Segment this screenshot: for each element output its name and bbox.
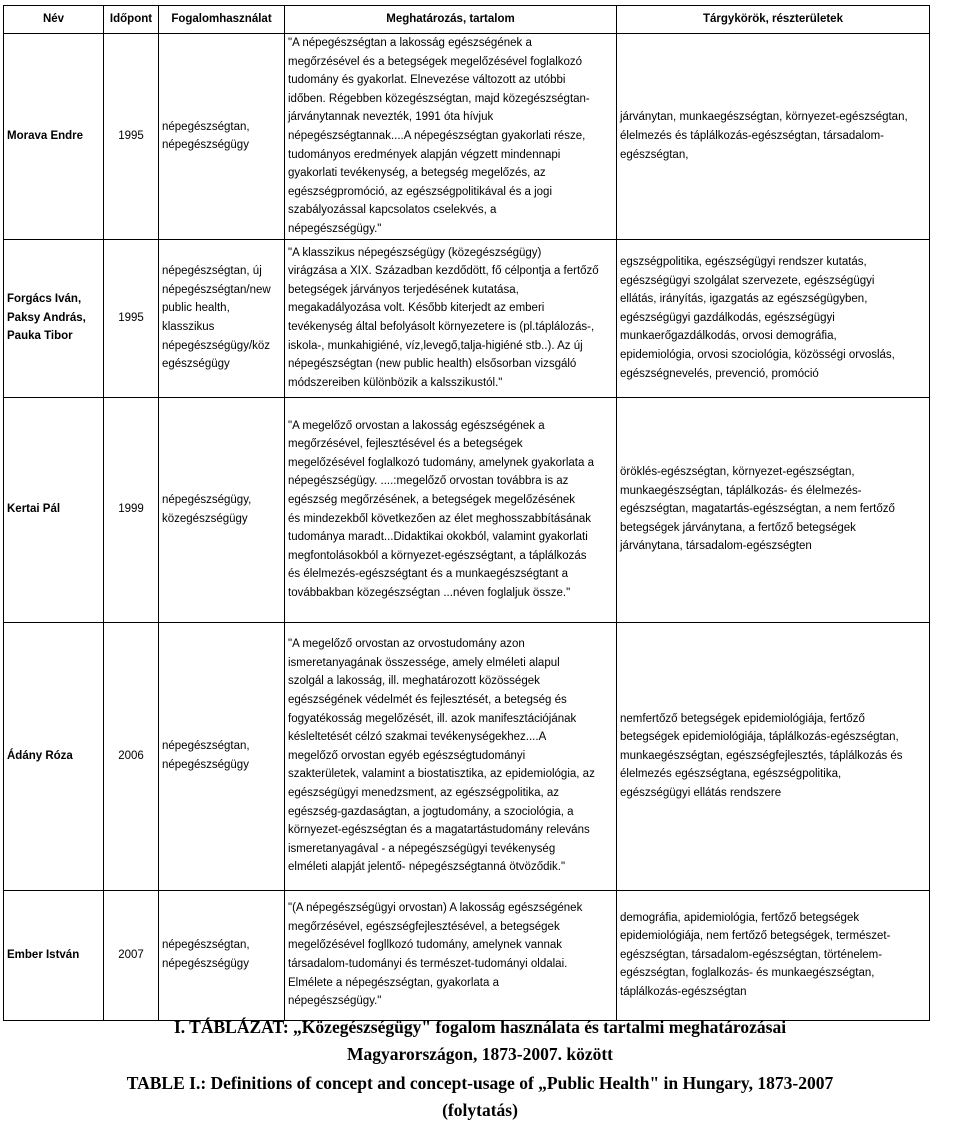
table-row xyxy=(4,397,930,622)
author-name: Kertai Pál xyxy=(4,397,104,622)
caption-line-continued: (folytatás) xyxy=(442,1100,518,1120)
definition: "A megelőző orvostan az orvostudomány azon ismeretanyagának összessége, amely elméleti alapul szolgál a lakosság, ill. meghatározott közösségek egészségének védelmét és fejlesztését, a betegség és fogyatékosság megelőzését, ill. azok manifesztációjának késleltetését célzó szakmai tevékenységekhez....A megelőző orvostan egyéb egészségtudományi szakterületek, valamint a biostatisztika, az epidemiológia, az egészségügyi menedzsment, az egészségpolitika, az egészség-gazdaságtan, a jogtudomány, a szociológia, a környezet-egészségtan és a magatartástudomány releváns ismeretanyagával - a népegészségügyi tevékenység elméleti alapját jelentő- népegészségtanná ötvöződik." xyxy=(285,622,617,890)
author-name: Ádány Róza xyxy=(4,622,104,890)
caption-line-en-title: TABLE I.: Definitions of concept and concept-usage of „Public Health" in Hungary, 1873-2007 xyxy=(126,1073,834,1093)
table-row xyxy=(4,890,930,1020)
topics: demográfia, apidemiológia, fertőző betegségek epidemiológiája, nem fertőző betegségek, természet- egészségtan, társadalom-egészségtan, történelem- egészségtan, foglalkozás- és munkaegészségtan, táplálkozás-egészségtan xyxy=(617,890,930,1020)
caption-line-hu-title: I. TÁBLÁZAT: „Közegészségügy" fogalom használata és tartalmi meghatározásai xyxy=(173,1017,787,1037)
header-usage: Fogalomhasználat xyxy=(159,6,285,34)
author-name: Morava Endre xyxy=(4,34,104,240)
header-definition: Meghatározás, tartalom xyxy=(285,6,617,34)
topics: öröklés-egészségtan, környezet-egészségtan, munkaegészségtan, táplálkozás- és élelmezés- egészségtan, magatartás-egészségtan, a nem fertőző betegségek járványtana, a fertőző betegségek járványtana, társadalom-egészségten xyxy=(617,397,930,622)
definition: "A megelőző orvostan a lakosság egészségének a megőrzésével, fejlesztésével és a betegségek megelőzésével foglalkozó tudomány, amelynek gyakorlata a népegészségügy. ....:megelőző orvostan továbbra is az egészség megőrzésének, a betegségek megelőzésének és mindezekből következően az élet meghosszabbításának tudománya maradt...Didaktikai okokból, valamint gyakorlati megfontolásokból a környezet-egészségtant, a táplálkozás és élelmezés-egészségtant és a munkaegészségtant a továbbakban közegészségtan ...néven foglaljuk össze." xyxy=(285,397,617,622)
header-row xyxy=(4,6,930,34)
year: 1995 xyxy=(104,34,159,240)
topics: járványtan, munkaegészségtan, környezet-egészségtan, élelmezés és táplálkozás-egészségtan, társadalom- egészségtan, xyxy=(617,34,930,240)
table-row xyxy=(4,34,930,240)
year: 1995 xyxy=(104,239,159,397)
caption-line-hu-subtitle: Magyarországon, 1873-2007. között xyxy=(346,1044,614,1064)
concept-usage: népegészségtan, új népegészségtan/new public health, klasszikus népegészségügy/köz egészségügy xyxy=(159,239,285,397)
header-topics: Tárgykörök, részterületek xyxy=(617,6,930,34)
topics: egszségpolitika, egészségügyi rendszer kutatás, egészségügyi szolgálat szervezete, egészségügyi ellátás, irányítás, igazgatás az egészségügyben, egészségügyi gazdálkodás, egészségügyi munkaerőgazdálkodás, orvosi demográfia, epidemiológia, orvosi szociológia, közösségi orvoslás, egészségnevelés, prevenció, promóció xyxy=(617,239,930,397)
definition: "A klasszikus népegészségügy (közegészségügy) virágzása a XIX. Században kezdődött, fő célpontja a fertőző betegségek járványos terjedésének kutatása, megakadályozása volt. Később kiterjedt az emberi tevékenység által befolyásolt környezetere is (pl.táplálozás-, iskola-, munkahigiéné, víz,levegő,talja-higiéné stb..). Az új népegészségtan (new public health) elsősorban vizsgáló módszereiben különbözik a kalsszikustól." xyxy=(285,239,617,397)
concept-usage: népegészségtan, népegészségügy xyxy=(159,34,285,240)
author-name: Forgács Iván, Paksy András, Pauka Tibor xyxy=(4,239,104,397)
table-row xyxy=(4,622,930,890)
definitions-table xyxy=(3,5,930,1021)
concept-usage: népegészségtan, népegészségügy xyxy=(159,622,285,890)
topics: nemfertőző betegségek epidemiológiája, fertőző betegségek epidemiológiája, táplálkozás-egészségtan, munkaegészségtan, egészségfejlesztés, táplálkozás és élelmezés egészségtana, egészségpolitika, egészségügyi ellátás rendszere xyxy=(617,622,930,890)
year: 1999 xyxy=(104,397,159,622)
concept-usage: népegészségügy, közegészségügy xyxy=(159,397,285,622)
definition: "(A népegészségügyi orvostan) A lakosság egészségének megőrzésével, egészségfejlesztésével, a betegségek megelőzésével fogllkozó tudomány, amelynek vannak társadalom-tudományi és természet-tudományi oldalai. Elmélete a népegészségtan, gyakorlata a népegészségügy." xyxy=(285,890,617,1020)
header-name: Név xyxy=(4,6,104,34)
header-year: Időpont xyxy=(104,6,159,34)
author-name: Ember István xyxy=(4,890,104,1020)
concept-usage: népegészségtan, népegészségügy xyxy=(159,890,285,1020)
table-row xyxy=(4,239,930,397)
year: 2007 xyxy=(104,890,159,1020)
definition: "A népegészségtan a lakosság egészségének a megőrzésével és a betegségek megelőzésével foglalkozó tudomány és gyakorlat. Elnevezése változott az utóbbi időben. Régebben közegészségtan, majd közegészségtan- járványtannak nevezték, 1991 óta hívjuk népegészségtannak....A népegészségtan gyakorlati része, tudományos eredmények alapján végzett mindennapi gyakorlati tevékenység, a betegség megelőzés, az egészségpromóció, az egészségpolitikával és a jogi szabályozással kapcsolatos cselekvés, a népegészségügy." xyxy=(285,34,617,240)
year: 2006 xyxy=(104,622,159,890)
